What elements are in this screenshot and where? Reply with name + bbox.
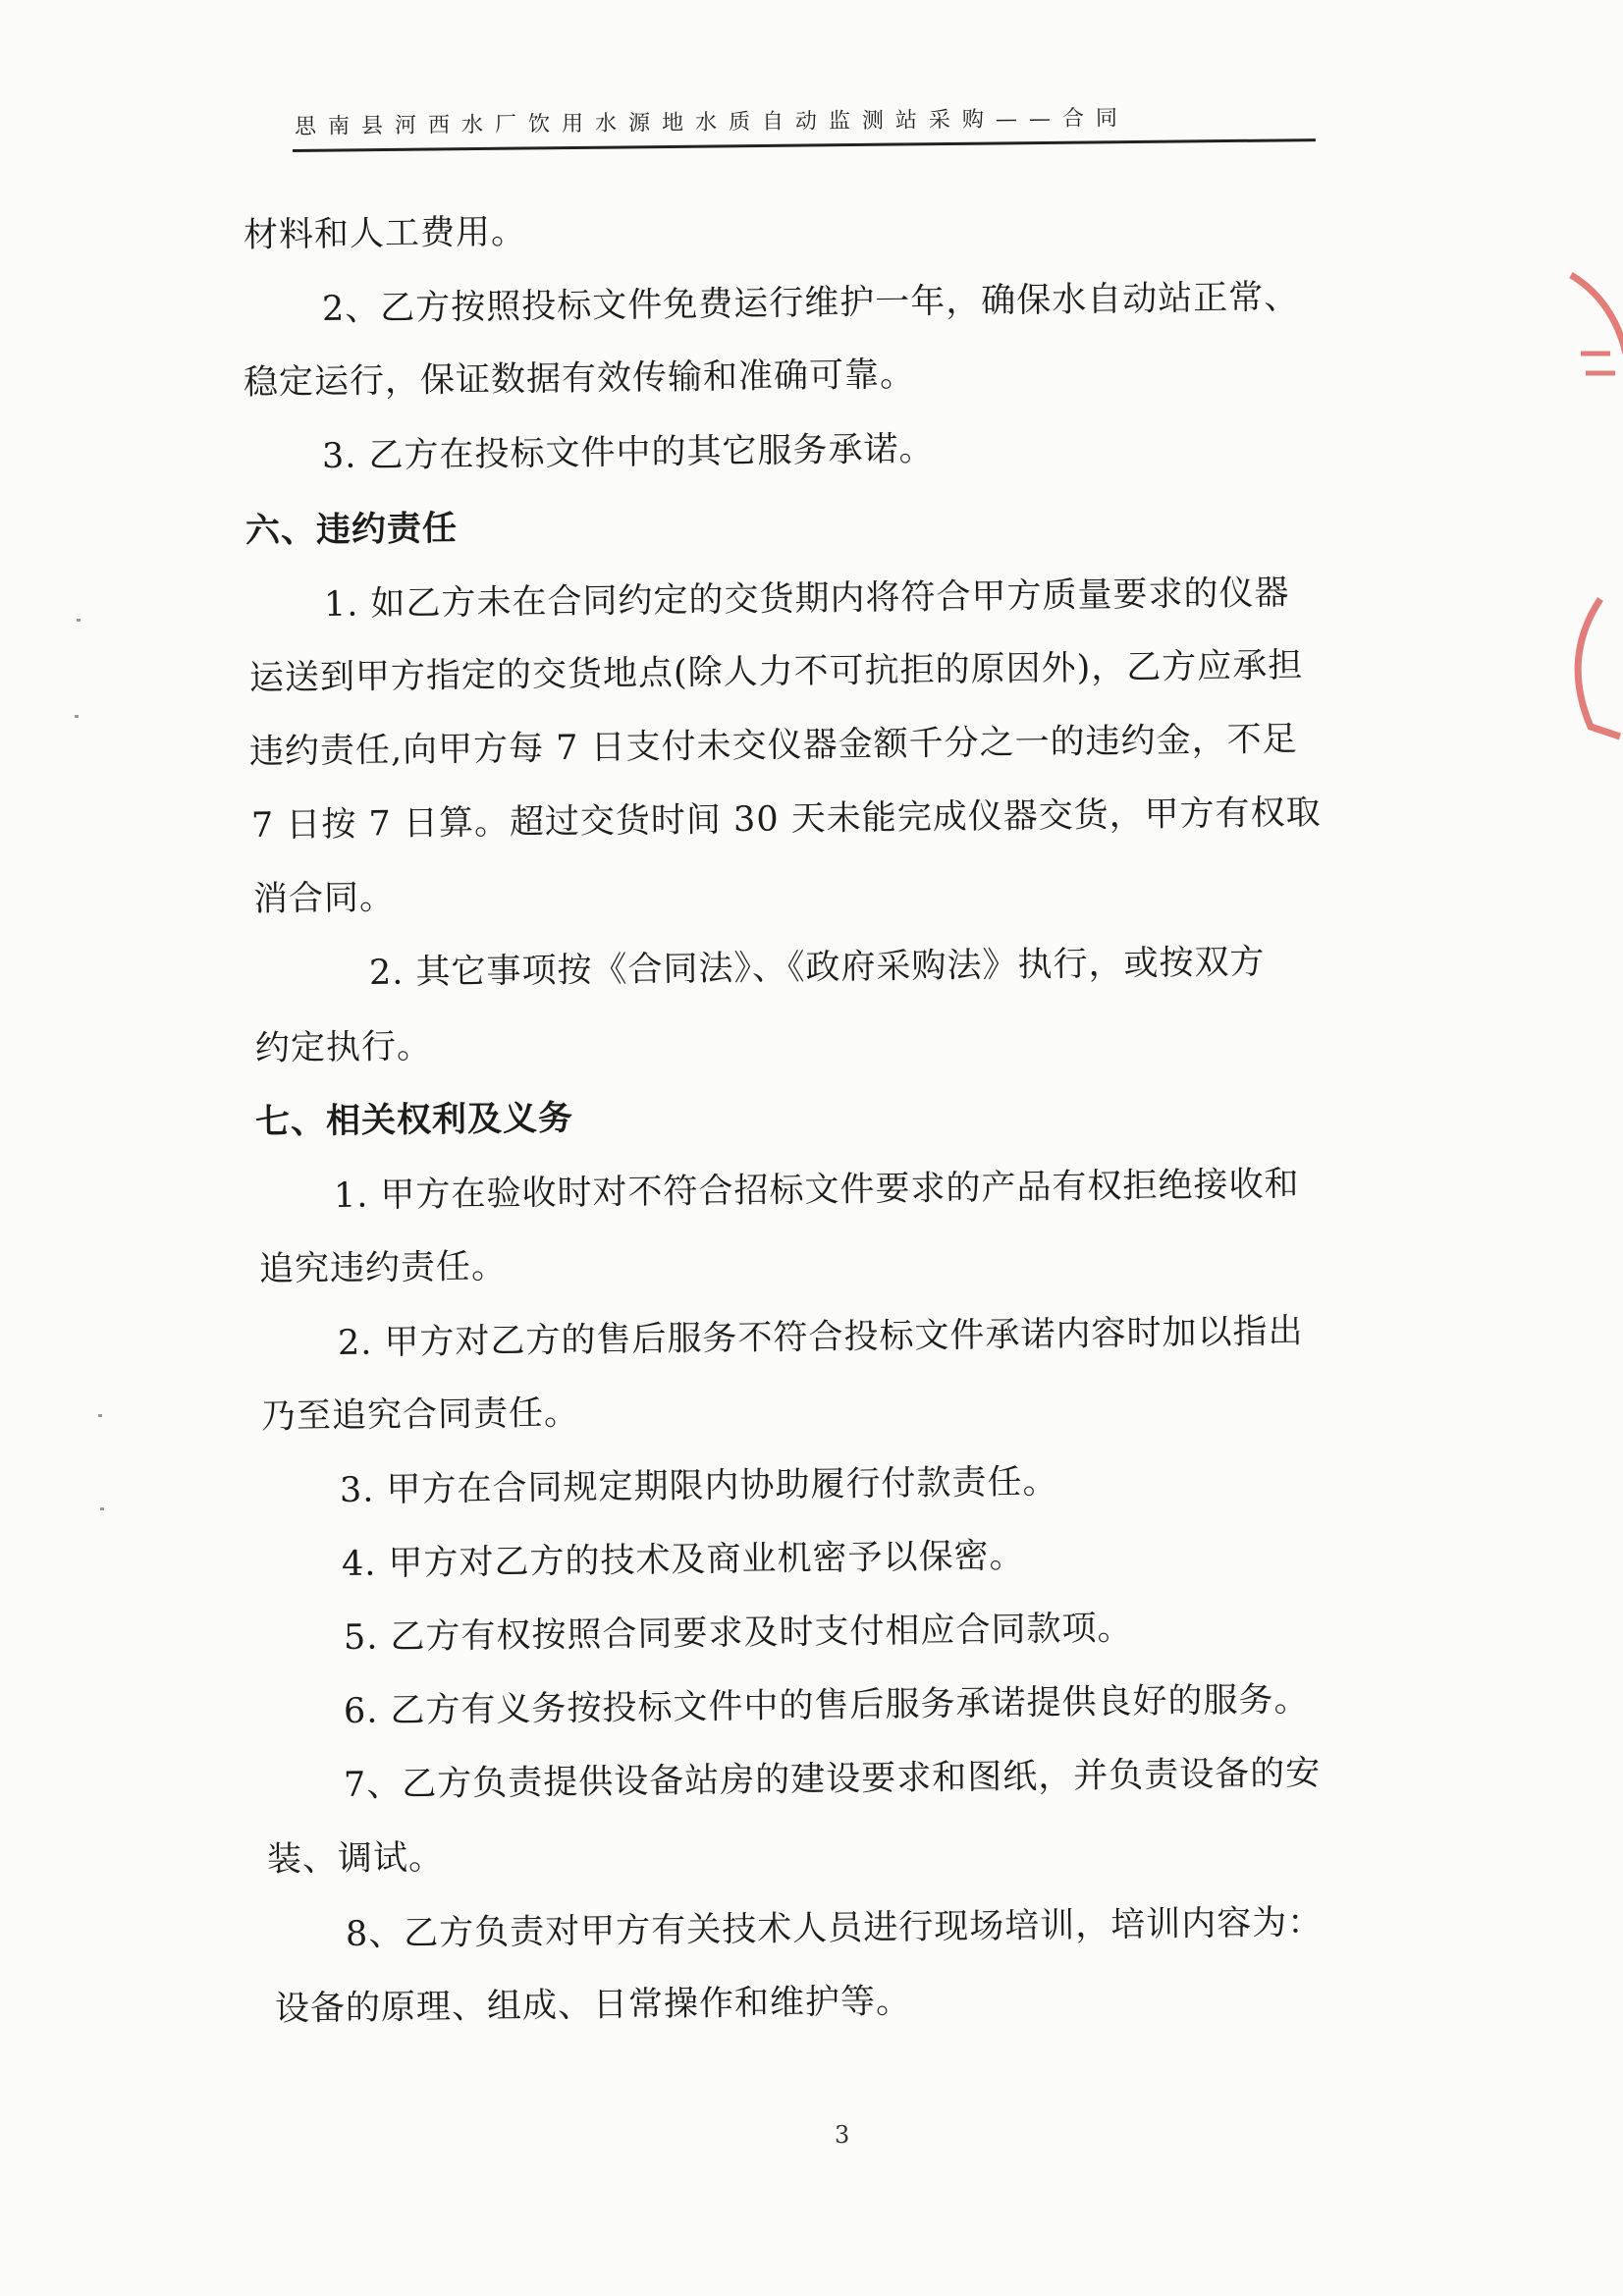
body-line: 7、乙方负责提供设备站房的建设要求和图纸，并负责设备的安 (343, 1753, 1322, 1805)
section-heading: 七、相关权利及义务 (254, 1098, 574, 1142)
body-line: 2. 甲方对乙方的售后服务不符合投标文件承诺内容时加以指出 (337, 1311, 1304, 1363)
section-heading: 六、违约责任 (244, 508, 459, 551)
scan-speck (98, 1414, 102, 1417)
body-line: 4. 甲方对乙方的技术及商业机密予以保密。 (341, 1536, 1025, 1584)
body-line: 8、乙方负责对甲方有关技术人员进行现场培训，培训内容为： (345, 1902, 1324, 1954)
scan-speck (100, 1507, 104, 1510)
body-line: 设备的原理、组成、日常操作和维护等。 (274, 1982, 912, 2029)
scan-speck (77, 619, 81, 622)
body-line: 2、乙方按照投标文件免费运行维护一年，确保水自动站正常、 (321, 277, 1300, 329)
body-line: 违约责任,向甲方每 7 日支付未交仪器金额千分之一的违约金，不足 (248, 719, 1298, 772)
body-line: 1. 甲方在验收时对不符合招标文件要求的产品有权拒绝接收和 (333, 1164, 1300, 1216)
body-line: 1. 如乙方未在合同约定的交货期内将符合甲方质量要求的仪器 (323, 573, 1290, 625)
body-line: 乃至追究合同责任。 (260, 1394, 580, 1437)
body-line: 3. 甲方在合同规定期限内协助履行付款责任。 (339, 1462, 1058, 1510)
body-line: 3. 乙方在投标文件中的其它服务承诺。 (321, 429, 935, 476)
seal-stamp-fragment (1561, 265, 1623, 756)
body-line: 2. 其它事项按《合同法》、《政府采购法》执行，或按双方 (368, 942, 1266, 993)
scan-speck (75, 715, 79, 718)
running-header: 思南县河西水厂饮用水源地水质自动监测站采购——合同 (294, 106, 1130, 139)
body-line: 稳定运行，保证数据有效传输和准确可靠。 (243, 355, 916, 403)
body-line: 运送到甲方指定的交货地点(除人力不可抗拒的原因外)，乙方应承担 (248, 645, 1304, 698)
page-number: 3 (835, 2121, 850, 2149)
body-line: 装、调试。 (266, 1837, 445, 1880)
body-line: 消合同。 (252, 878, 396, 919)
body-line: 材料和人工费用。 (243, 212, 527, 255)
body-line: 追究违约责任。 (258, 1246, 508, 1289)
body-line: 5. 乙方有权按照合同要求及时支付相应合同款项。 (343, 1609, 1133, 1658)
body-line: 6. 乙方有义务按投标文件中的售后服务承诺提供良好的服务。 (343, 1679, 1310, 1731)
header-rule (293, 138, 1316, 152)
body-line: 约定执行。 (254, 1026, 433, 1068)
body-line: 7 日按 7 日算。超过交货时间 30 天未能完成仪器交货，甲方有权取 (250, 793, 1322, 846)
